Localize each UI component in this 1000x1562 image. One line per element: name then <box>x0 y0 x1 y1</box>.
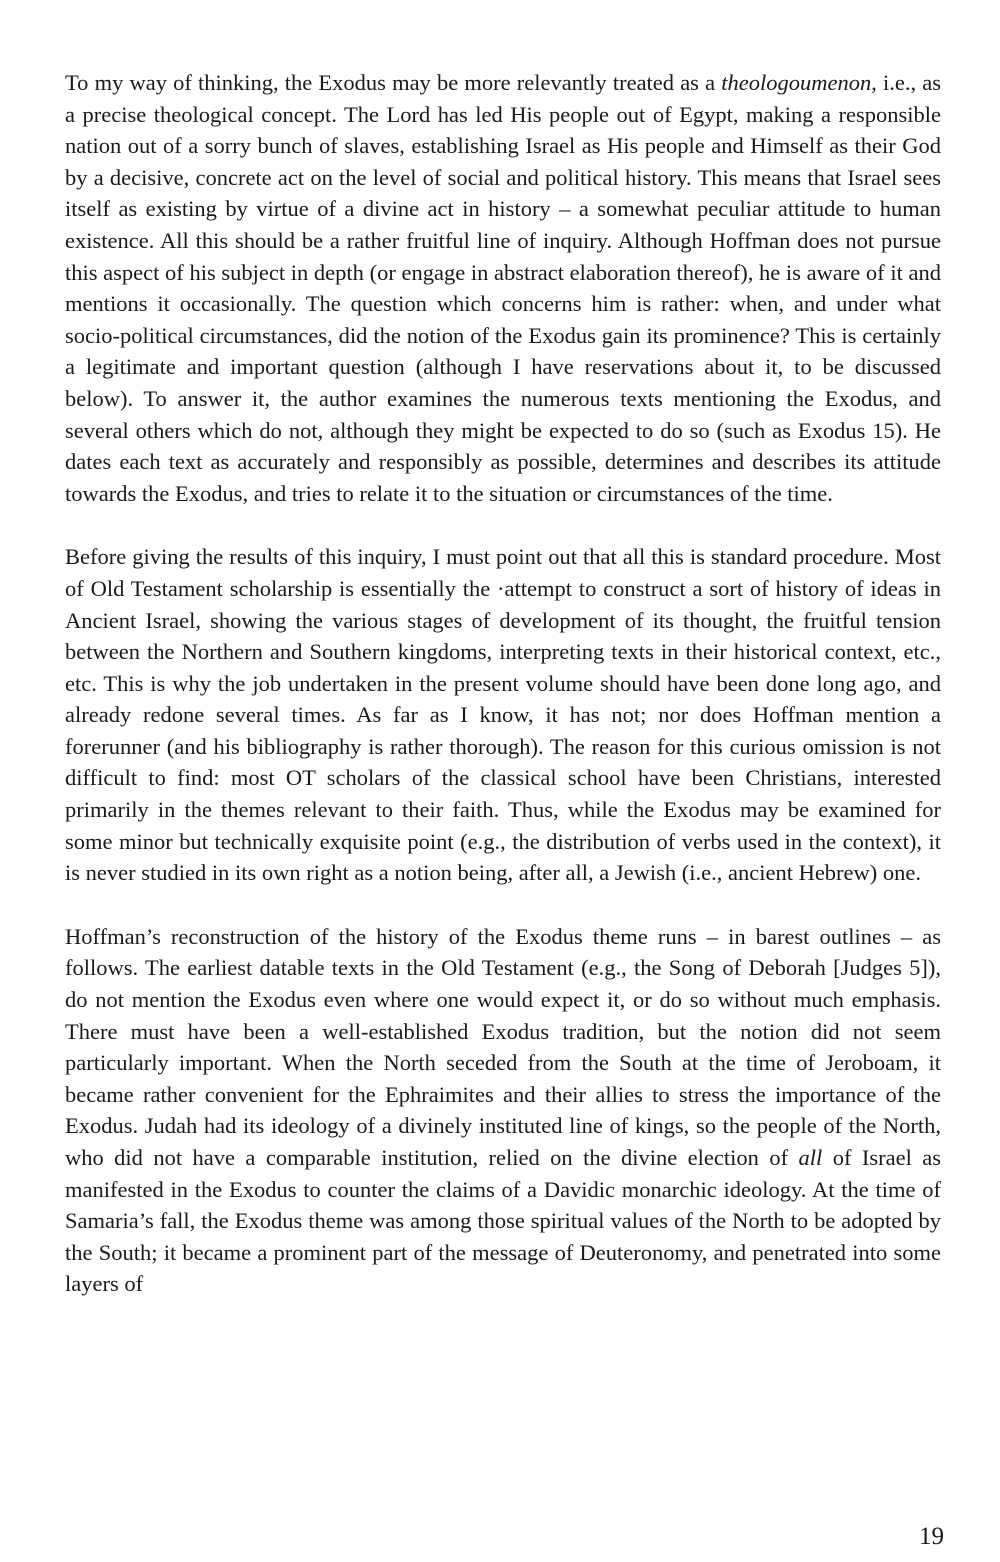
paragraph-3-part-3: of Israel as manifested in the Exodus to counter the claims of a Davidic monarchic ideology. At the time of Samaria’s fall, the Exodus theme was among those spiritual values of the North to be adopted by the South; it became a prominent part of the message of Deuteronomy, and penetrated into some layers of <box>65 1145 941 1297</box>
paragraph-1-italic-term: theologoumenon <box>721 70 872 95</box>
paragraph-2-text: Before giving the results of this inquiry, I must point out that all this is standard procedure. Most of Old Testament scholarship is essentially the ·attempt to construct a sort of history of ideas in Ancient Israel, showing the various stages of development of its thought, the fruitful tension between the Northern and Southern kingdoms, interpreting texts in their historical context, etc., etc. This is why the job undertaken in the present volume should have been done long ago, and already redone several times. As far as I know, it has not; nor does Hoffman mention a forerunner (and his bibliography is rather thorough). The reason for this curious omission is not difficult to find: most OT scholars of the classical school have been Christians, interested primarily in the themes relevant to their faith. Thus, while the Exodus may be examined for some minor but technically exquisite point (e.g., the distribution of verbs used in the context), it is never studied in its own right as a notion being, after all, a Jewish (i.e., ancient Hebrew) one. <box>65 544 941 886</box>
paragraph-3-italic-word: all <box>798 1145 823 1170</box>
paragraph-3-part-1: Hoffman’s reconstruction of the history of the Exodus theme runs – in barest outlines – as follows. The earliest datable texts in the Old Testament (e.g., the Song of Deborah [Judges 5]), do not mention the Exodus even where one would expect it, or do so without much emphasis. There must have been a well-established Exodus tradition, but the notion did not seem particularly important. When the North seceded from the South at the time of Jeroboam, it became rather convenient for the Ephraimites and their allies to stress the importance of the Exodus. Judah had its ideology of a divinely instituted line of kings, so the people of the North, who did not have a comparable institution, relied on the divine election of <box>65 923 941 1170</box>
paragraph-1 <box>65 67 941 509</box>
paragraph-1-part-3: , i.e., as a precise theological concept. The Lord has led His people out of Egypt, making a responsible nation out of a sorry bunch of slaves, establishing Israel as His people and Himself as their God by a decisive, concrete act on the level of social and political history. This means that Israel sees itself as existing by virtue of a divine act in history – a somewhat peculiar attitude to human existence. All this should be a rather fruitful line of inquiry. Although Hoffman does not pursue this aspect of his subject in depth (or engage in abstract elaboration thereof), he is aware of it and mentions it occasionally. The question which concerns him is rather: when, and under what socio-political circumstances, did the notion of the Exodus gain its prominence? This is certainly a legitimate and important question (although I have reservations about it, to be discussed below). To answer it, the author examines the numerous texts mentioning the Exodus, and several others which do not, although they might be expected to do so (such as Exodus 15). He dates each text as accurately and responsibly as possible, determines and describes its attitude towards the Exodus, and tries to relate it to the situation or circumstances of the time. <box>65 70 941 506</box>
paragraph-3 <box>65 921 941 1300</box>
page-number: 19 <box>919 1523 944 1550</box>
paragraph-1-part-1: To my way of thinking, the Exodus may be more relevantly treated as a <box>65 70 722 95</box>
paragraph-2 <box>65 541 941 889</box>
body-text <box>65 67 941 1300</box>
